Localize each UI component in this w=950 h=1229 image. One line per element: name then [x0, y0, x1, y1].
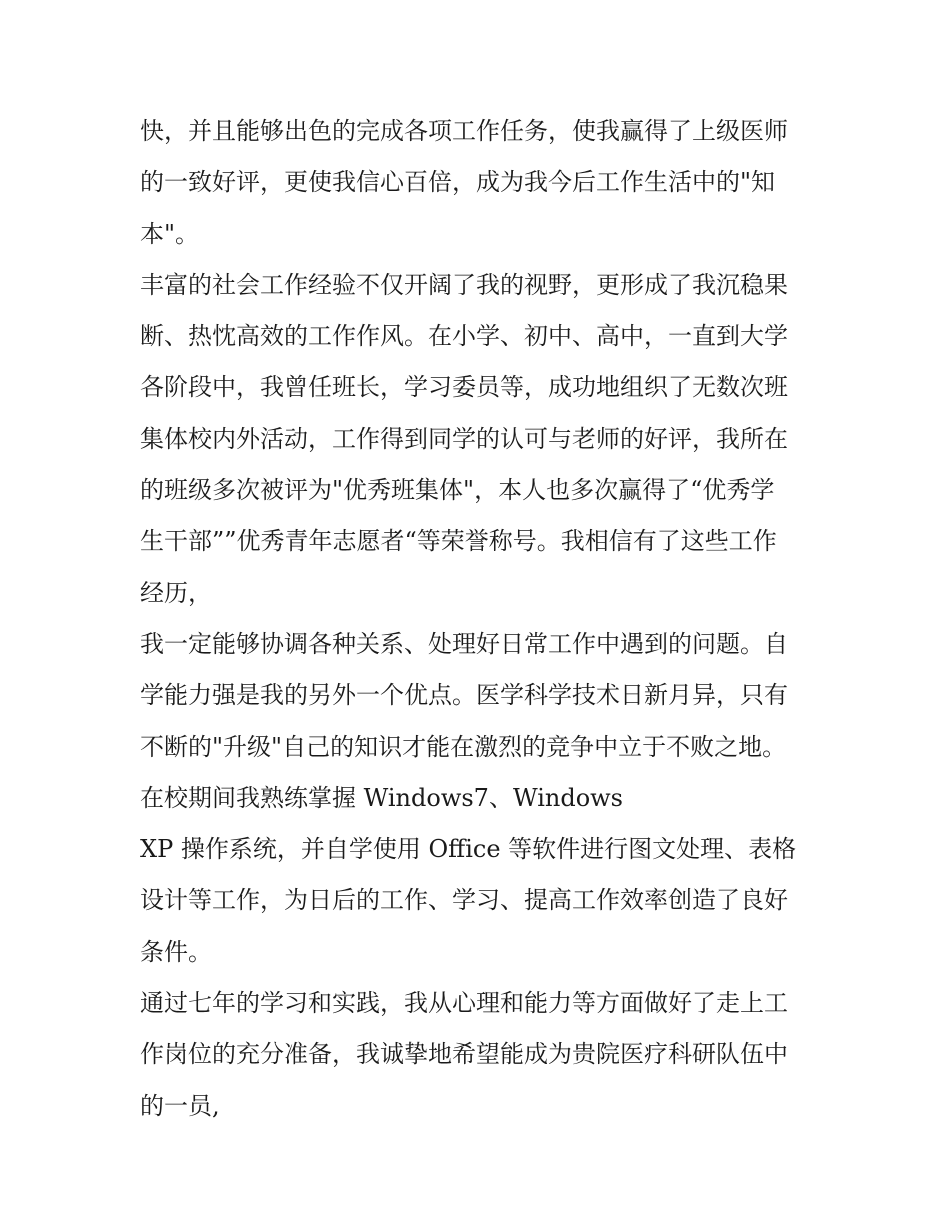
text-line: 不断的"升级"自己的知识才能在激烈的竞争中立于不败之地。 [140, 732, 787, 761]
text-line: XP 操作系统，并自学使用 Office 等软件进行图文处理、表格 [140, 835, 797, 864]
text-line: 的一致好评，更使我信心百倍，成为我今后工作生活中的"知 [140, 168, 776, 197]
text-line: 通过七年的学习和实践，我从心理和能力等方面做好了走上工 [140, 989, 788, 1018]
text-line: 的班级多次被评为"优秀班集体"，本人也多次赢得了“优秀学 [140, 476, 775, 505]
text-line: 在校期间我熟练掌握 Windows7、Windows [140, 783, 623, 812]
text-line: 快，并且能够出色的完成各项工作任务，使我赢得了上级医师 [140, 117, 788, 145]
text-line: 的一员, [140, 1091, 220, 1120]
document-body [140, 106, 820, 1132]
text-line: 本"。 [140, 219, 200, 248]
text-line: 作岗位的充分准备，我诚挚地希望能成为贵院医疗科研队伍中 [140, 1040, 788, 1069]
text-line: 生干部””优秀青年志愿者“等荣誉称号。我相信有了这些工作 [140, 527, 777, 556]
text-line: 集体校内外活动，工作得到同学的认可与老师的好评，我所在 [140, 424, 788, 453]
text-line: 断、热忱高效的工作作风。在小学、初中、高中，一直到大学 [140, 322, 788, 351]
text-line: 条件。 [140, 937, 212, 966]
text-line: 学能力强是我的另外一个优点。医学科学技术日新月异，只有 [140, 681, 788, 710]
text-line: 各阶段中，我曾任班长，学习委员等，成功地组织了无数次班 [140, 373, 788, 402]
text-line: 我一定能够协调各种关系、处理好日常工作中遇到的问题。自 [140, 629, 788, 658]
text-line: 设计等工作，为日后的工作、学习、提高工作效率创造了良好 [140, 886, 788, 915]
text-line: 丰富的社会工作经验不仅开阔了我的视野，更形成了我沉稳果 [140, 270, 788, 299]
text-line: 经历， [140, 578, 212, 607]
